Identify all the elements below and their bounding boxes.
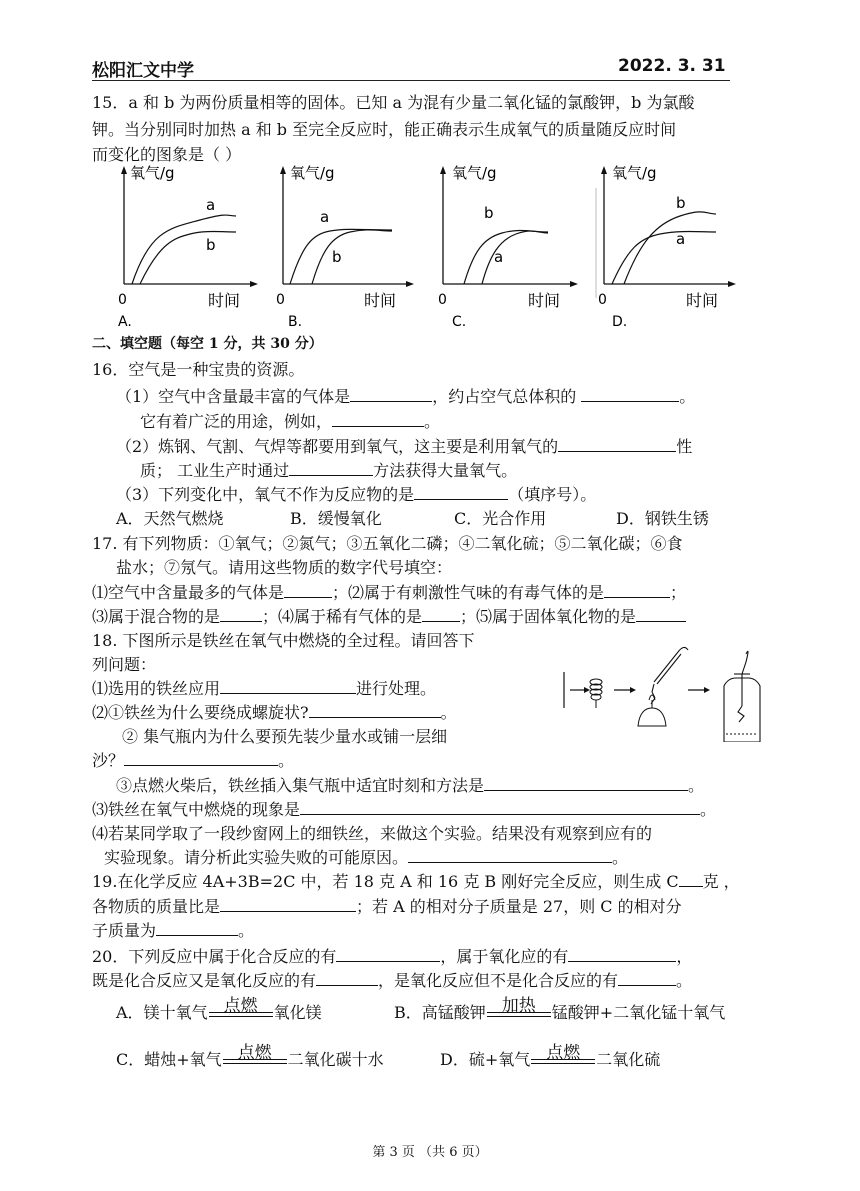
q20-line-1 bbox=[92, 944, 692, 967]
q17-line-4 bbox=[92, 604, 686, 627]
q16-p3b: （填序号）。 bbox=[508, 485, 597, 504]
q17-blank-2[interactable] bbox=[604, 582, 670, 598]
q18-l10a: 实验现象。请分析此实验失败的可能原因。 bbox=[104, 848, 409, 867]
q16-blank-3[interactable] bbox=[332, 411, 424, 427]
q16-option-c: C．光合作用 bbox=[454, 509, 547, 528]
graph-b-ylabel: 氧气/g bbox=[290, 164, 335, 182]
q18-l7b: 。 bbox=[688, 776, 705, 795]
q20-l1a: 20．下列反应中属于化合反应的有 bbox=[92, 947, 337, 966]
q17-l4c: ；⑸属于固体氧化物的是 bbox=[460, 607, 637, 626]
q16-p1e: 。 bbox=[424, 412, 441, 431]
q20-b-label: B． bbox=[394, 1003, 422, 1022]
q16-p3a: （3）下列变化中，氧气不作为反应物的是 bbox=[116, 485, 415, 504]
q20-c-right: 二氧化碳十水 bbox=[287, 1050, 384, 1069]
q20-l2b: ，是氧化反应但不是化合反应的有 bbox=[378, 971, 619, 990]
q20-a-cond: 点燃 bbox=[223, 996, 258, 1016]
graph-b-lower: b bbox=[332, 248, 342, 266]
graph-b-upper: a bbox=[320, 208, 330, 226]
header-rule bbox=[92, 80, 730, 81]
section-2-title: 二、填空题（每空 1 分，共 30 分） bbox=[92, 336, 323, 352]
iron-wire-diagram bbox=[560, 642, 780, 742]
graph-d-ylabel: 氧气/g bbox=[612, 164, 657, 182]
q19-l2a: 各物质的质量比是 bbox=[92, 897, 221, 916]
graph-a-lower: b bbox=[206, 236, 216, 254]
q19-l2b: ；若 A 的相对分子质量是 27，则 C 的相对分 bbox=[356, 897, 682, 916]
q20-blank-4[interactable] bbox=[618, 970, 676, 986]
q18-blank-4[interactable] bbox=[484, 775, 688, 791]
q16-part1 bbox=[116, 384, 695, 407]
graph-a bbox=[118, 164, 258, 330]
graph-b bbox=[276, 164, 414, 330]
q20-d-arrow bbox=[531, 1043, 595, 1068]
q18-l6b: 。 bbox=[278, 751, 295, 770]
q17-blank-1[interactable] bbox=[284, 582, 332, 598]
q18-l4b: 。 bbox=[440, 703, 457, 722]
q19-line-2 bbox=[92, 894, 682, 917]
graph-a-origin: 0 bbox=[118, 292, 127, 308]
q18-l3b: 进行处理。 bbox=[356, 679, 437, 698]
graph-c-option: C. bbox=[452, 314, 467, 330]
q20-c-left: 蜡烛+氧气 bbox=[144, 1050, 222, 1069]
q20-blank-3[interactable] bbox=[316, 970, 378, 986]
q16-p1b: ，约占空气总体积的 bbox=[432, 387, 577, 406]
q16-p1a: （1）空气中含量最丰富的气体是 bbox=[116, 387, 351, 406]
q17-l3c: ； bbox=[670, 583, 687, 602]
q18-line-7 bbox=[116, 773, 704, 796]
q20-reaction-c bbox=[116, 1043, 384, 1070]
q20-b-right: 锰酸钾+二氧化锰十氧气 bbox=[551, 1003, 726, 1022]
q18-line-6 bbox=[92, 748, 294, 771]
q18-l6a: 沙？ bbox=[92, 751, 125, 770]
q16-part3 bbox=[116, 482, 596, 505]
q18-line-4 bbox=[92, 700, 457, 723]
graph-c-lower: a bbox=[494, 248, 504, 266]
q18-l8b: 。 bbox=[700, 800, 717, 819]
q19-blank-1[interactable] bbox=[679, 871, 703, 887]
q17-l4b: ；⑷属于稀有气体的是 bbox=[262, 607, 423, 626]
q16-p2d: 方法获得大量氧气。 bbox=[373, 461, 518, 480]
q19-l3b: 。 bbox=[238, 921, 255, 940]
graph-d-option: D. bbox=[612, 314, 628, 330]
q20-reaction-a bbox=[116, 996, 322, 1023]
exam-date: 2022. 3. 31 bbox=[618, 56, 726, 76]
q18-l4a: ⑵①铁丝为什么要绕成螺旋状? bbox=[92, 703, 309, 722]
gas-jar-icon bbox=[724, 651, 760, 742]
q17-l3b: ；⑵属于有刺激性气味的有毒气体的是 bbox=[332, 583, 605, 602]
q20-d-label: D． bbox=[440, 1050, 469, 1069]
q20-l1b: ，属于氧化应的有 bbox=[440, 947, 569, 966]
q15-line-1: 15．a 和 b 为两份质量相等的固体。已知 a 为混有少量二氧化锰的氯酸钾，b 为氯酸 bbox=[92, 93, 695, 112]
q16-p2a: （2）炼钢、气割、气焊等都要用到氧气，这主要是利用氧气的 bbox=[116, 437, 559, 456]
q18-line-2: 列问题： bbox=[92, 655, 157, 674]
q19-blank-2[interactable] bbox=[220, 896, 356, 912]
q16-p1c: 。 bbox=[679, 387, 696, 406]
graph-d-xlabel: 时间 bbox=[686, 291, 719, 310]
graph-c-upper: b bbox=[484, 204, 494, 222]
q19-l1a: 19.在化学反应 4A+3B=2C 中，若 18 克 A 和 16 克 B 刚好完全反应，则生成 C bbox=[92, 872, 679, 891]
tongs-with-wire-icon bbox=[651, 647, 688, 704]
q16-p1d: 它有着广泛的用途，例如， bbox=[140, 412, 333, 431]
q20-b-left: 高锰酸钾 bbox=[421, 1003, 486, 1022]
q16-title: 16．空气是一种宝贵的资源。 bbox=[92, 360, 305, 379]
q18-l8a: ⑶铁丝在氧气中燃烧的现象是 bbox=[92, 800, 301, 819]
graph-d-lower: a bbox=[676, 230, 686, 248]
q20-d-cond: 点燃 bbox=[546, 1043, 581, 1063]
q16-blank-2[interactable] bbox=[581, 386, 679, 402]
graph-a-upper: a bbox=[206, 196, 216, 214]
q20-a-label: A． bbox=[116, 1003, 144, 1022]
q16-part2 bbox=[116, 434, 692, 457]
q20-b-cond: 加热 bbox=[501, 996, 536, 1016]
q20-d-right: 二氧化硫 bbox=[596, 1050, 661, 1069]
q17-l3a: ⑴空气中含量最多的气体是 bbox=[92, 583, 285, 602]
q20-c-cond: 点燃 bbox=[237, 1043, 272, 1063]
q15-graphs bbox=[0, 158, 860, 338]
q17-line-2: 盐水；⑦氖气。请用这些物质的数字代号填空： bbox=[116, 558, 453, 577]
q18-line-9: ⑷若某同学取了一段纱窗网上的细铁丝，来做这个实验。结果没有观察到应有的 bbox=[92, 824, 653, 843]
q15-line-3: 而变化的图象是（ ） bbox=[92, 145, 242, 164]
graph-b-xlabel: 时间 bbox=[364, 291, 397, 310]
q17-l4a: ⑶属于混合物的是 bbox=[92, 607, 221, 626]
q16-part1-cont bbox=[140, 409, 440, 432]
graph-a-ylabel: 氧气/g bbox=[130, 164, 175, 182]
q19-blank-3[interactable] bbox=[156, 920, 238, 936]
q20-blank-1[interactable] bbox=[336, 946, 440, 962]
graph-d-origin: 0 bbox=[598, 292, 607, 308]
q20-l1c: ， bbox=[676, 947, 693, 966]
q20-b-arrow bbox=[487, 996, 551, 1021]
q20-line-2 bbox=[92, 968, 692, 991]
graph-c-xlabel: 时间 bbox=[528, 291, 561, 310]
school-name: 松阳汇文中学 bbox=[92, 61, 194, 81]
q18-line-8 bbox=[92, 797, 716, 820]
q20-blank-2[interactable] bbox=[568, 946, 676, 962]
q18-blank-3[interactable] bbox=[124, 750, 278, 766]
q18-l10b: 。 bbox=[612, 848, 629, 867]
q16-option-b: B．缓慢氧化 bbox=[290, 509, 382, 528]
graph-b-origin: 0 bbox=[276, 292, 285, 308]
q16-p2b: 性 bbox=[676, 437, 693, 456]
coiled-wire-icon bbox=[590, 679, 602, 708]
q18-line-3 bbox=[92, 676, 436, 699]
q20-a-left: 镁十氧气 bbox=[143, 1003, 208, 1022]
q16-option-d: D．钢铁生锈 bbox=[616, 509, 709, 528]
q20-c-label: C． bbox=[116, 1050, 145, 1069]
q16-blank-1[interactable] bbox=[350, 386, 432, 402]
graph-d bbox=[596, 164, 736, 330]
q18-l3a: ⑴选用的铁丝应用 bbox=[92, 679, 221, 698]
q18-l7a: ③点燃火柴后，铁丝插入集气瓶中适宜时刻和方法是 bbox=[116, 776, 485, 795]
q16-blank-6[interactable] bbox=[414, 484, 508, 500]
q20-l2a: 既是化合反应又是氧化反应的有 bbox=[92, 971, 317, 990]
q18-blank-1[interactable] bbox=[220, 678, 356, 694]
graph-d-upper: b bbox=[676, 194, 686, 212]
q20-reaction-b bbox=[394, 996, 726, 1023]
graph-c bbox=[438, 164, 578, 330]
q19-l1b: 克 ， bbox=[702, 872, 740, 891]
q16-option-a: A．天然气燃烧 bbox=[116, 509, 224, 528]
q19-line-3 bbox=[92, 918, 254, 941]
q18-line-5: ② 集气瓶内为什么要预先装少量水或铺一层细 bbox=[122, 727, 448, 746]
q18-blank-6[interactable] bbox=[408, 847, 612, 863]
q17-line-3 bbox=[92, 580, 686, 603]
q19-l3a: 子质量为 bbox=[92, 921, 157, 940]
q17-line-1: 17. 有下列物质：①氧气；②氮气；③五氧化二磷；④二氧化硫；⑤二氧化碳；⑥食 bbox=[92, 534, 683, 553]
q16-blank-4[interactable] bbox=[558, 436, 676, 452]
q16-part2-cont bbox=[140, 458, 517, 481]
graph-c-ylabel: 氧气/g bbox=[452, 164, 497, 182]
q17-blank-3[interactable] bbox=[220, 606, 262, 622]
q17-blank-4[interactable] bbox=[422, 606, 460, 622]
q19-line-1 bbox=[92, 869, 740, 892]
graph-b-option: B. bbox=[288, 314, 303, 330]
q18-line-1: 18. 下图所示是铁丝在氧气中燃烧的全过程。请回答下 bbox=[92, 631, 475, 650]
q20-reaction-d bbox=[440, 1043, 661, 1070]
graph-a-option: A. bbox=[118, 314, 132, 330]
graph-c-origin: 0 bbox=[438, 292, 447, 308]
q20-a-right: 氧化镁 bbox=[273, 1003, 322, 1022]
q18-line-10 bbox=[104, 845, 628, 868]
page-footer: 第 3 页 （共 6 页） bbox=[372, 1145, 488, 1160]
q16-p2c: 质； 工业生产时通过 bbox=[140, 461, 290, 480]
q20-a-arrow bbox=[209, 996, 273, 1021]
q18-blank-5[interactable] bbox=[300, 799, 700, 815]
q15-line-2: 钾。当分别同时加热 a 和 b 至完全反应时，能正确表示生成氧气的质量随反应时间 bbox=[92, 120, 677, 139]
q17-blank-5[interactable] bbox=[636, 606, 686, 622]
q18-blank-2[interactable] bbox=[309, 702, 441, 718]
q16-blank-5[interactable] bbox=[289, 460, 373, 476]
q20-d-left: 硫+氧气 bbox=[468, 1050, 531, 1069]
graph-a-xlabel: 时间 bbox=[208, 291, 241, 310]
q20-l2c: 。 bbox=[676, 971, 693, 990]
alcohol-lamp-icon bbox=[638, 695, 666, 726]
q20-c-arrow bbox=[223, 1043, 287, 1068]
